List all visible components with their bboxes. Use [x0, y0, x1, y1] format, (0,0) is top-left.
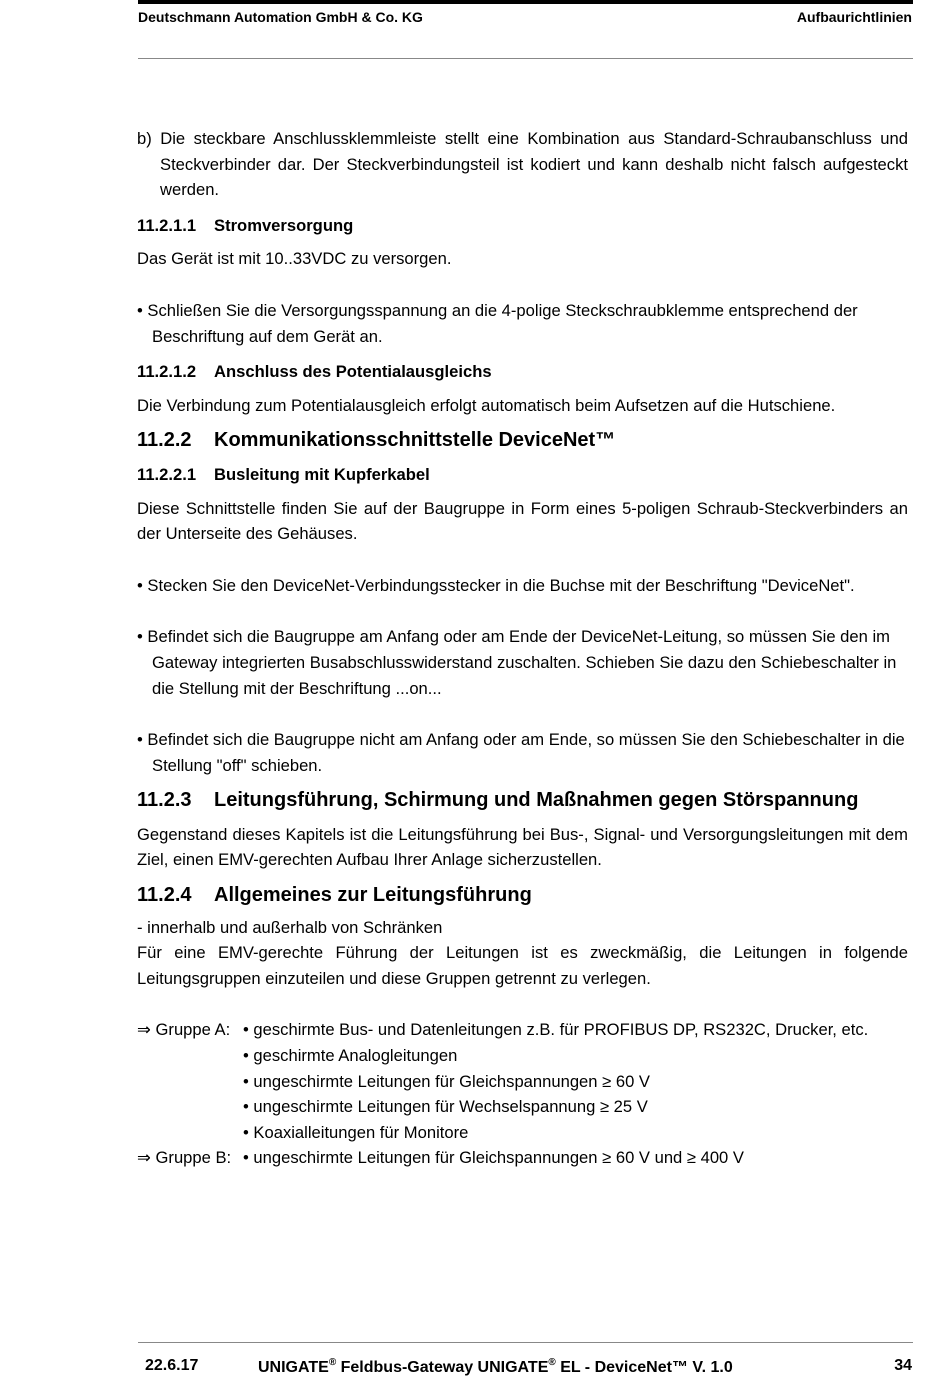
- bullet-plug-connector: • Stecken Sie den DeviceNet-Verbindungsstecker in die Buchse mit der Beschriftung "DeviceNet".: [137, 575, 855, 595]
- heading-number: 11.2.2.1: [137, 464, 197, 484]
- group-a-label: ⇒ Gruppe A:: [137, 1020, 231, 1040]
- heading-11-2-4: [137, 883, 908, 909]
- heading-number: 11.2.2: [137, 429, 192, 452]
- footer-title-part: EL - DeviceNet™ V. 1.0: [555, 1359, 733, 1376]
- heading-title: Anschluss des Potentialausgleichs: [214, 362, 492, 382]
- bullet-termination-on: • Befindet sich die Baugruppe am Anfang oder am Ende der DeviceNet-Leitung, so müssen Sie den im Gateway integrierten Busabschlusswiderstand zuschalten. Schieben Sie dazu den Schiebeschalter in die Stellung mit der Beschriftung ...on...: [137, 627, 897, 698]
- paragraph-cabinets: - innerhalb und außerhalb von Schränken: [137, 917, 443, 937]
- group-b: [137, 1145, 908, 1171]
- header-rule: [138, 58, 913, 59]
- heading-11-2-2: [137, 428, 908, 454]
- registered-mark: ®: [548, 1357, 556, 1368]
- bullet-power-connect: • Schließen Sie die Versorgungsspannung an die 4-polige Steckschraubklemme entsprechend der Beschriftung auf dem Gerät an.: [137, 300, 858, 346]
- group-a-item-text: • geschirmte Bus- und Datenleitungen z.B. für PROFIBUS DP, RS232C, Drucker, etc.: [243, 1020, 869, 1040]
- heading-title: Leitungsführung, Schirmung und Maßnahmen gegen Störspannung: [214, 789, 859, 812]
- heading-title: Stromversorgung: [214, 215, 354, 235]
- paragraph-interface: Diese Schnittstelle finden Sie auf der Baugruppe in Form eines 5-poligen Schraub-Steckverbinders an der Unterseite des Gehäuses.: [137, 498, 908, 544]
- footer-date: 22.6.17: [145, 1357, 199, 1374]
- footer-title-part: UNIGATE: [258, 1359, 329, 1376]
- paragraph-cabling: Gegenstand dieses Kapitels ist die Leitungsführung bei Bus-, Signal- und Versorgungsleitungen mit dem Ziel, einen EMV-gerechten Aufbau Ihrer Anlage sicherzustellen.: [137, 824, 908, 870]
- paragraph-power: Das Gerät ist mit 10..33VDC zu versorgen.: [137, 249, 452, 269]
- heading-number: 11.2.3: [137, 789, 192, 812]
- heading-11-2-2-1: [137, 462, 908, 488]
- bullet-termination-off: • Befindet sich die Baugruppe nicht am Anfang oder am Ende, so müssen Sie den Schiebeschalter in die Stellung "off" schieben.: [137, 730, 905, 775]
- header-company: Deutschmann Automation GmbH & Co. KG: [138, 9, 423, 25]
- group-b-label: ⇒ Gruppe B:: [137, 1148, 232, 1168]
- group-a-item: • ungeschirmte Leitungen für Gleichspannungen ≥ 60 V: [243, 1071, 650, 1091]
- item-b-paragraph: b) Die steckbare Anschlussklemmleiste stellt eine Kombination aus Standard-Schraubanschluss und Steckverbinder dar. Der Steckverbindungsteil ist kodiert und kann deshalb nicht falsch aufgesteckt werden.: [137, 129, 908, 200]
- group-a-item: • ungeschirmte Leitungen für Wechselspannung ≥ 25 V: [243, 1097, 648, 1117]
- heading-title: Allgemeines zur Leitungsführung: [214, 884, 532, 907]
- footer-title-part: Feldbus-Gateway UNIGATE: [336, 1359, 549, 1376]
- heading-number: 11.2.4: [137, 884, 192, 907]
- heading-title: Busleitung mit Kupferkabel: [214, 464, 430, 484]
- heading-number: 11.2.1.2: [137, 362, 197, 382]
- group-b-item: • ungeschirmte Leitungen für Gleichspannungen ≥ 60 V und ≥ 400 V: [243, 1148, 744, 1168]
- group-a: [137, 1017, 908, 1145]
- heading-11-2-3: [137, 788, 908, 814]
- group-a-item: • Koaxialleitungen für Monitore: [243, 1122, 469, 1142]
- footer-rule: [138, 1342, 913, 1343]
- header-top-bar: [138, 0, 913, 4]
- group-a-item: • geschirmte Analogleitungen: [243, 1046, 458, 1066]
- footer-title: [258, 1357, 733, 1377]
- heading-11-2-1-2: [137, 359, 908, 385]
- heading-number: 11.2.1.1: [137, 215, 197, 235]
- paragraph-potential: Die Verbindung zum Potentialausgleich erfolgt automatisch beim Aufsetzen auf die Hutschiene.: [137, 395, 836, 415]
- page-body: [137, 126, 908, 1171]
- registered-mark: ®: [328, 1357, 337, 1368]
- group-a-item: [243, 1017, 908, 1043]
- heading-11-2-1-1: [137, 213, 908, 239]
- heading-title: Kommunikationsschnittstelle DeviceNet™: [214, 429, 616, 452]
- header-chapter: Aufbaurichtlinien: [796, 9, 912, 25]
- paragraph-groups-intro: Für eine EMV-gerechte Führung der Leitungen ist es zweckmäßig, die Leitungen in folgende Leitungsgruppen einzuteilen und diese Gruppen getrennt zu verlegen.: [137, 943, 908, 988]
- footer-page-number: 34: [894, 1357, 912, 1374]
